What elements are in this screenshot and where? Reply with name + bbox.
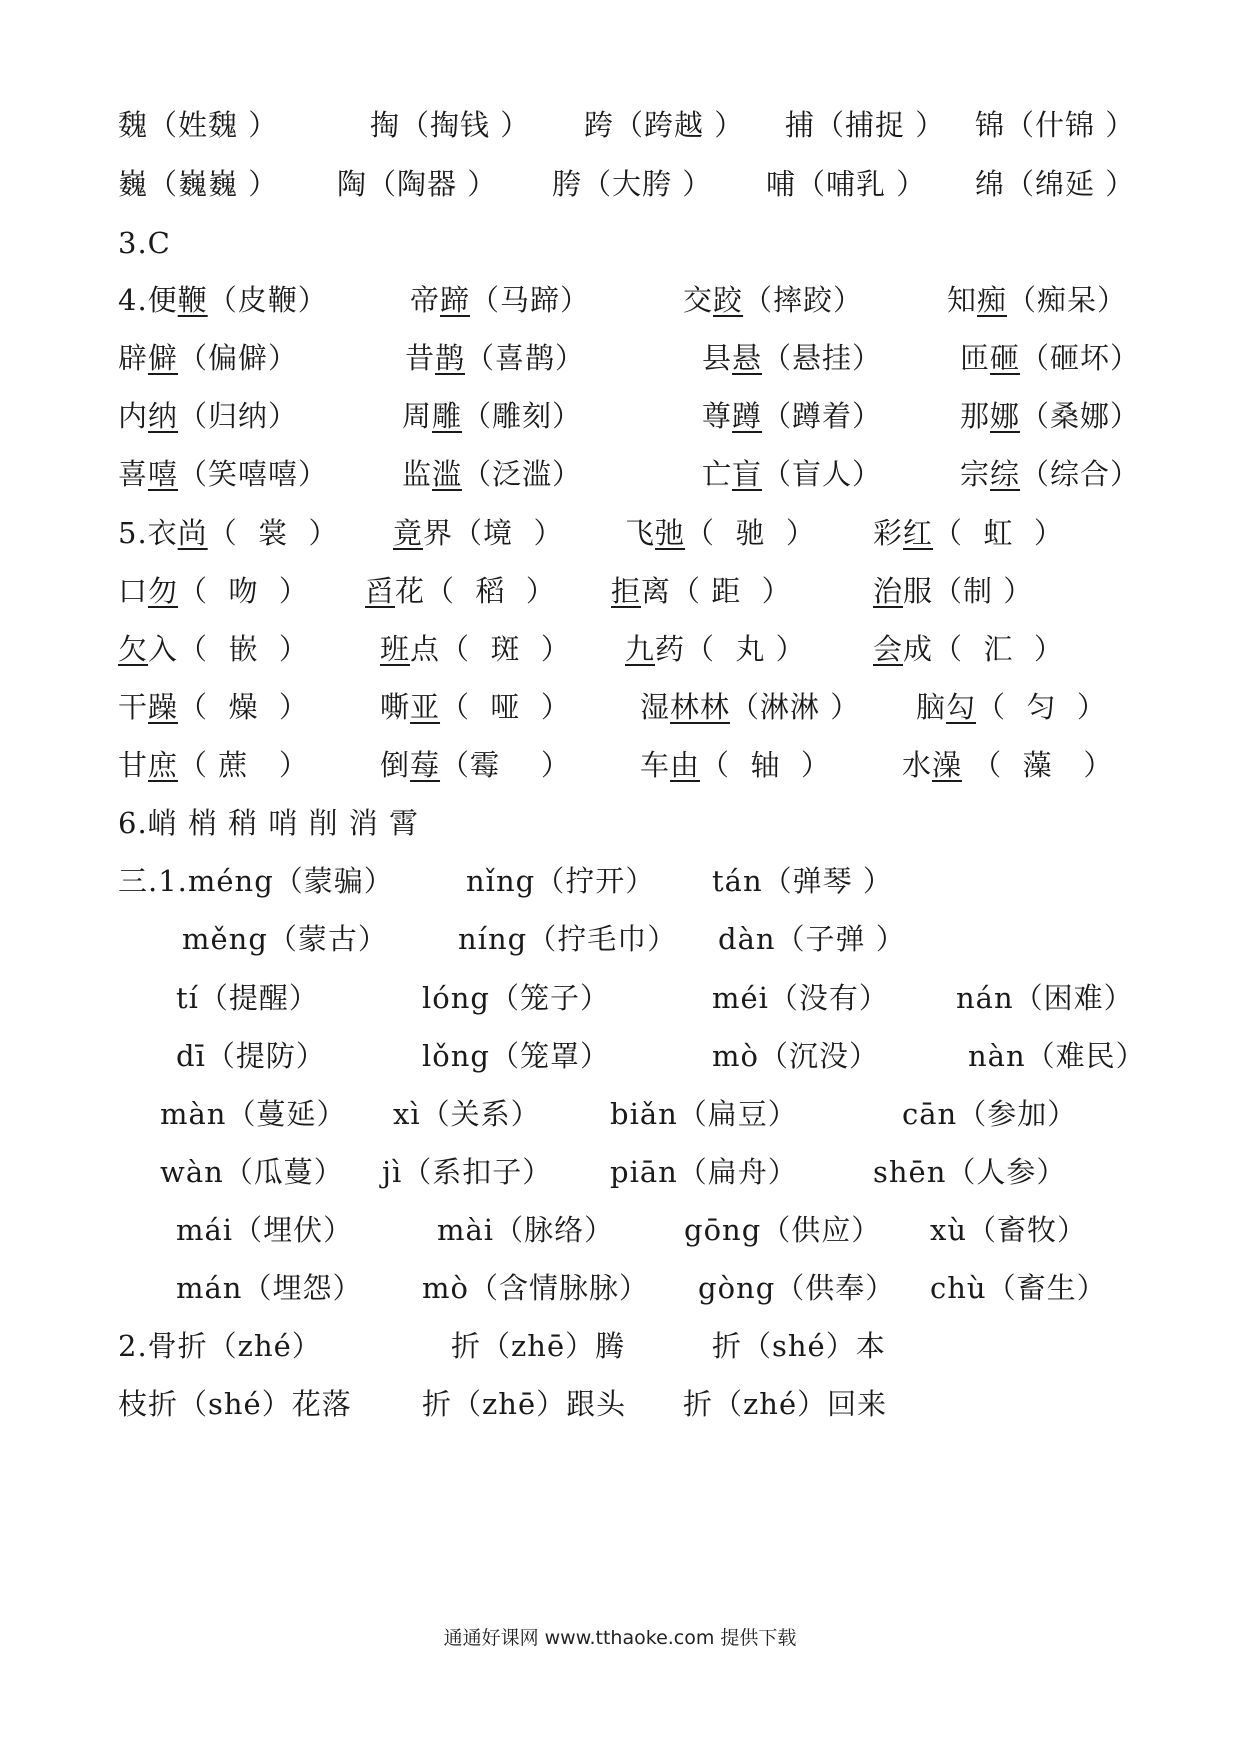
item-prefix: 帝 [410,283,441,317]
item-prefix: 湿 [640,690,671,724]
answer-item [625,627,806,671]
footer-download-note: 通通好课网 www.tthaoke.com 提供下载 [443,1627,797,1649]
answer-line [0,1324,1240,1374]
answer-line [0,511,1240,561]
answer-item: màn（蔓延） [160,1097,347,1131]
answer-item: mò（沉没） [712,1039,879,1073]
answer-item: cān（参加） [902,1097,1078,1131]
underlined-character: 勿 [148,574,179,608]
item-suffix: （雕刻） [462,399,583,433]
item-prefix: 知 [947,283,978,317]
answer-item: tán（弹琴 ） [712,864,893,898]
item-prefix: 县 [702,341,733,375]
answer-line [0,162,1240,212]
answer-line [0,917,1240,967]
item-prefix: 4.便 [118,283,178,317]
underlined-character: 弛 [655,516,686,550]
answer-item: xù（畜牧） [930,1213,1088,1247]
item-prefix: 昔 [405,341,436,375]
item-prefix: 倒 [380,748,411,782]
answer-item [380,627,571,671]
answer-item: měng（蒙古） [182,922,388,956]
item-prefix: 口 [118,574,149,608]
answer-item [118,569,309,613]
answer-item: 锦（什锦 ） [975,108,1136,142]
item-suffix: （ 驰 ） [685,516,816,550]
answer-item: xì（关系） [393,1097,541,1131]
answer-item [118,511,339,555]
item-suffix: 界（境 ） [423,516,564,550]
answer-item: 跨（跨越 ） [584,108,745,142]
answer-line [0,278,1240,328]
answer-item: gòng（供奉） [698,1271,896,1305]
item-suffix: （ 哑 ） [440,690,571,724]
underlined-character: 治 [873,574,904,608]
answer-line [0,1092,1240,1142]
answer-line [0,627,1240,677]
answer-item [405,336,585,380]
answer-item [410,278,590,322]
answer-line [0,1208,1240,1258]
item-suffix: （泛滥） [462,457,583,491]
item-suffix: （ 匀 ） [976,690,1107,724]
answer-line [0,859,1240,909]
answer-item: 折（shé）本 [712,1329,886,1363]
answer-item [916,685,1107,729]
item-suffix: （ 轴 ） [700,748,831,782]
answer-item: tí（提醒） [176,981,319,1015]
answer-item: mái（埋伏） [176,1213,354,1247]
item-suffix: （痴呆） [1007,283,1128,317]
item-suffix: 花（ 稻 ） [395,574,556,608]
answer-item [118,278,328,322]
answer-line [0,221,1240,271]
item-suffix: （综合） [1020,457,1141,491]
item-suffix: （摔跤） [743,283,864,317]
answer-item: 捕（捕捉 ） [785,108,946,142]
underlined-character: 雕 [432,399,463,433]
item-suffix: （砸坏） [1020,341,1141,375]
item-suffix: （ 虹 ） [933,516,1064,550]
underlined-character: 蹲 [732,399,763,433]
answer-item [873,569,1033,613]
answer-item [902,743,1113,787]
answer-item: nán（困难） [956,981,1134,1015]
answer-item: mài（脉络） [437,1213,615,1247]
item-prefix: 尊 [702,399,733,433]
answer-line [0,743,1240,793]
answer-item [702,336,882,380]
underlined-character: 僻 [148,341,179,375]
answer-item: 折（zhē）跟头 [422,1387,627,1421]
answer-item: 哺（哺乳 ） [766,167,927,201]
answer-item: 掏（掏钱 ） [370,108,531,142]
answer-item: lǒng（笼罩） [422,1039,610,1073]
item-prefix: 嘶 [380,690,411,724]
item-suffix: （ 燥 ） [178,690,309,724]
answer-item: wàn（瓜蔓） [160,1155,344,1189]
item-prefix: 干 [118,690,149,724]
answer-item: nǐng（拧开） [466,864,656,898]
answer-item [118,394,298,438]
answer-item: dī（提防） [176,1039,326,1073]
underlined-character: 嘻 [148,457,179,491]
answer-item [947,278,1127,322]
item-suffix: （蹲着） [762,399,883,433]
answer-item: méi（没有） [712,981,889,1015]
answer-line [0,452,1240,502]
underlined-character: 红 [903,516,934,550]
item-suffix: 离（ 距 ） [641,574,792,608]
underlined-character: 尚 [177,516,208,550]
answer-line [0,1034,1240,1084]
item-prefix: 内 [118,399,149,433]
answer-item [640,743,831,787]
answer-item [873,627,1064,671]
item-prefix: 那 [960,399,991,433]
answer-line [0,685,1240,735]
item-prefix: 监 [402,457,433,491]
item-suffix: （喜鹊） [465,341,586,375]
underlined-character: 舀 [365,574,396,608]
item-prefix: 飞 [625,516,656,550]
item-suffix: （ 裳 ） [207,516,339,550]
answer-item: 巍（巍巍 ） [118,167,279,201]
underlined-character: 痴 [977,283,1008,317]
answer-item: biǎn（扁豆） [610,1097,798,1131]
item-prefix: 脑 [916,690,947,724]
answer-item: gōng（供应） [684,1213,882,1247]
item-suffix: （悬挂） [762,341,883,375]
item-suffix: （偏僻） [178,341,299,375]
item-prefix: 车 [640,748,671,782]
answer-item [873,511,1064,555]
answer-item [393,511,563,555]
answer-item [640,685,860,729]
answer-line [0,1150,1240,1200]
answer-item [960,336,1140,380]
underlined-character: 拒 [611,574,642,608]
underlined-character: 九 [625,632,656,666]
underlined-character: 鞭 [177,283,208,317]
item-prefix: 周 [402,399,433,433]
item-suffix: （ 藻 ） [962,748,1114,782]
item-prefix: 辟 [118,341,149,375]
underlined-character: 勾 [946,690,977,724]
answer-line [0,569,1240,619]
underlined-character: 庶 [148,748,179,782]
answer-item [960,452,1140,496]
answer-item [683,278,863,322]
answer-line [0,801,1240,851]
answer-item: 枝折（shé）花落 [118,1387,352,1421]
item-suffix: 成（ 汇 ） [903,632,1064,666]
underlined-character: 莓 [410,748,441,782]
underlined-character: 盲 [732,457,763,491]
item-suffix: （归纳） [178,399,299,433]
underlined-character: 跤 [713,283,744,317]
item-suffix: （笑嘻嘻） [178,457,329,491]
answer-item: 折（zhé）回来 [683,1387,888,1421]
item-suffix: 点（ 斑 ） [410,632,571,666]
underlined-character: 鹊 [435,341,466,375]
answer-item [380,743,571,787]
answer-item: 3.C [118,226,171,260]
answer-item: chù（畜生） [930,1271,1107,1305]
answer-item [402,452,582,496]
answer-item [118,336,298,380]
item-suffix: （马蹄） [470,283,591,317]
answer-line [0,1266,1240,1316]
underlined-character: 砸 [990,341,1021,375]
item-prefix: 甘 [118,748,149,782]
answer-item: 魏（姓魏 ） [118,108,279,142]
underlined-character: 澡 [932,748,963,782]
underlined-character: 躁 [148,690,179,724]
item-prefix: 宗 [960,457,991,491]
item-prefix: 喜 [118,457,149,491]
answer-line [0,103,1240,153]
answer-item: 2.骨折（zhé） [118,1329,322,1363]
answer-line [0,336,1240,386]
item-suffix: （淋淋 ） [730,690,861,724]
answer-item [625,511,816,555]
answer-item: 6.峭 梢 稍 哨 削 消 霄 [118,806,419,840]
answer-item: níng（拧毛巾） [458,922,678,956]
underlined-character: 班 [380,632,411,666]
item-suffix: （ 蔗 ） [178,748,309,782]
answer-item: jì（系扣子） [382,1155,553,1189]
answer-line [0,1382,1240,1432]
answer-item [702,394,882,438]
underlined-character: 蹄 [440,283,471,317]
answer-item [960,394,1140,438]
underlined-character: 滥 [432,457,463,491]
item-prefix: 亡 [702,457,733,491]
item-prefix: 水 [902,748,933,782]
answer-item: nàn（难民） [968,1039,1146,1073]
item-suffix: （霉 ） [440,748,571,782]
underlined-character: 娜 [990,399,1021,433]
answer-item: piān（扁舟） [610,1155,798,1189]
item-suffix: （桑娜） [1020,399,1141,433]
answer-item: shēn（人参） [873,1155,1067,1189]
underlined-character: 亚 [410,690,441,724]
answer-item: lóng（笼子） [422,981,610,1015]
item-suffix: （盲人） [762,457,883,491]
underlined-character: 由 [670,748,701,782]
answer-item [380,685,571,729]
item-suffix: 入（ 嵌 ） [148,632,309,666]
answer-item: 折（zhē）腾 [451,1329,626,1363]
item-suffix: 服（制 ） [903,574,1034,608]
underlined-character: 竟 [393,516,424,550]
underlined-character: 林林 [670,690,731,724]
answer-item [118,743,309,787]
answer-item: 胯（大胯 ） [552,167,713,201]
item-suffix: （ 吻 ） [178,574,309,608]
answer-line [0,394,1240,444]
answer-item: 三.1.méng（蒙骗） [118,864,394,898]
answer-item: mò（含情脉脉） [422,1271,649,1305]
answer-item [402,394,582,438]
answer-item [611,569,792,613]
answer-item: mán（埋怨） [176,1271,363,1305]
answer-line [0,976,1240,1026]
underlined-character: 欠 [118,632,149,666]
underlined-character: 悬 [732,341,763,375]
item-suffix: 药（ 丸 ） [655,632,806,666]
item-prefix: 5.衣 [118,516,178,550]
answer-item: 陶（陶器 ） [337,167,498,201]
underlined-character: 会 [873,632,904,666]
answer-item: dàn（子弹 ） [718,922,906,956]
answer-item [702,452,882,496]
item-prefix: 匝 [960,341,991,375]
item-suffix: （皮鞭） [207,283,328,317]
answer-item [118,685,309,729]
answer-item [118,627,309,671]
underlined-character: 综 [990,457,1021,491]
answer-item [118,452,328,496]
answer-item [365,569,556,613]
item-prefix: 彩 [873,516,904,550]
item-prefix: 交 [683,283,714,317]
underlined-character: 纳 [148,399,179,433]
answer-item: 绵（绵延 ） [975,167,1136,201]
